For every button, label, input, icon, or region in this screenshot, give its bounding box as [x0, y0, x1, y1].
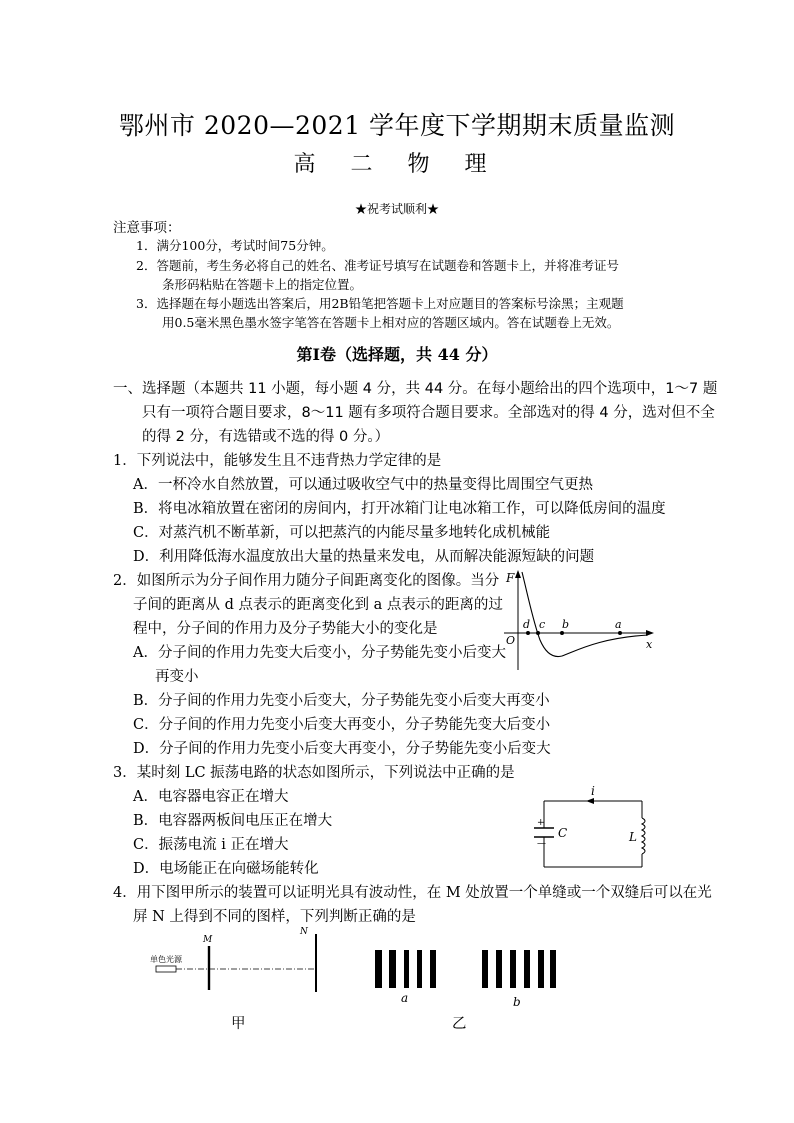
q2-option-a-cont: 再变小: [155, 669, 199, 685]
q1-option-d: D．利用降低海水温度放出大量的热量来发电，从而解决能源短缺的问题: [133, 549, 595, 565]
q1-option-a: A．一杯冷水自然放置，可以通过吸收空气中的热量变得比周围空气更热: [133, 477, 593, 493]
capacitor-plus-sign: +: [537, 818, 545, 828]
notice-item-3-cont: 用0.5毫米黑色墨水签字笔答在答题卡上相对应的答题区域内。答在试题卷上无效。: [162, 315, 620, 330]
graph-origin-label: O: [506, 634, 516, 647]
point-c-label: c: [539, 618, 546, 631]
notice-item-2: 2．答题前，考生务必将自己的姓名、准考证号填写在试题卷和答题卡上，并将准考证号: [136, 258, 619, 273]
capacitor-label: C: [558, 826, 568, 840]
graph-y-label: F: [506, 571, 515, 585]
m-label: M: [203, 935, 213, 945]
pattern-a: [375, 950, 436, 988]
figure-yi-patterns: [370, 946, 560, 1008]
q2-stem-1: 2．如图所示为分子间作用力随分子间距离变化的图像。当分: [113, 573, 500, 589]
notice-item-1: 1．满分100分，考试时间75分钟。: [136, 238, 334, 253]
point-a-marker: [618, 631, 622, 635]
inductor-coil: [642, 818, 645, 854]
q2-option-b: B．分子间的作用力先变小后变大，分子势能先变小后变大再变小: [133, 693, 550, 709]
point-b-label: b: [562, 618, 570, 631]
pattern-b-label: b: [513, 995, 521, 1008]
q4-stem-2: 屏 N 上得到不同的图样，下列判断正确的是: [133, 909, 416, 925]
section-heading: 第Ⅰ卷（选择题，共 44 分）: [296, 345, 498, 364]
q4-stem-1: 4．用下图甲所示的装置可以证明光具有波动性，在 M 处放置一个单缝或一个双缝后可以在光: [113, 885, 712, 901]
q1-stem: 1．下列说法中，能够发生且不违背热力学定律的是: [113, 453, 442, 469]
section-intro-3: 的得 2 分，有选错或不选的得 0 分。）: [142, 429, 390, 445]
point-d-label: d: [523, 618, 531, 631]
q2-option-c: C．分子间的作用力先变小后变大再变小，分子势能先变大后变小: [133, 717, 551, 733]
notice-item-2-cont: 条形码粘贴在答题卡上的指定位置。: [162, 277, 363, 292]
q3-option-b: B．电容器两板间电压正在增大: [133, 813, 333, 829]
q3-option-d: D．电场能正在向磁场能转化: [133, 861, 319, 877]
capacitor-minus-sign: —: [537, 839, 546, 849]
light-source-label: 单色光源: [150, 955, 182, 964]
force-distance-graph: [500, 566, 660, 674]
pattern-b: [482, 950, 556, 988]
good-luck-line: ★祝考试顺利★: [354, 202, 439, 216]
q3-option-c: C．振荡电流 i 正在增大: [133, 837, 289, 853]
section-intro-1: 一、选择题（本题共 11 小题，每小题 4 分，共 44 分。在每小题给出的四个选项中，1～7 题: [113, 381, 718, 397]
graph-y-arrow: [515, 570, 521, 578]
current-arrow: [586, 798, 594, 804]
paper-title: 鄂州市 2020—2021 学年度下学期期末质量监测: [118, 111, 676, 140]
figure-jia-setup: [140, 924, 330, 994]
q2-option-a: A．分子间的作用力先变大后变小，分子势能先变小后变大: [133, 645, 506, 661]
q2-stem-2: 子间的距离从 d 点表示的距离变化到 a 点表示的距离的过: [133, 597, 503, 613]
q1-option-b: B．将电冰箱放置在密闭的房间内，打开冰箱门让电冰箱工作，可以降低房间的温度: [133, 501, 666, 517]
inductor-label: L: [629, 830, 637, 844]
point-d-marker: [526, 631, 530, 635]
q2-stem-3: 程中，分子间的作用力及分子势能大小的变化是: [133, 621, 438, 637]
point-c-marker: [536, 631, 540, 635]
paper-subtitle: 高 二 物 理: [293, 152, 501, 177]
light-source-box: [156, 966, 176, 972]
force-curve: [522, 572, 648, 656]
notice-item-3: 3．选择题在每小题选出答案后，用2B铅笔把答题卡上对应题目的答案标号涂黑；主观题: [136, 296, 624, 311]
q3-option-a: A．电容器电容正在增大: [133, 789, 289, 805]
q2-option-d: D．分子间的作用力先变小后变大再变小，分子势能先变小后变大: [133, 741, 551, 757]
current-label: i: [591, 784, 595, 798]
graph-x-label: x: [646, 638, 653, 651]
lc-circuit-diagram: [528, 784, 658, 872]
point-b-marker: [560, 631, 564, 635]
q3-stem: 3．某时刻 LC 振荡电路的状态如图所示，下列说法中正确的是: [113, 765, 515, 781]
pattern-a-label: a: [401, 991, 409, 1005]
notice-heading: 注意事项：: [113, 220, 181, 236]
n-label: N: [300, 927, 308, 937]
figure-yi-caption: 乙: [452, 1016, 467, 1032]
section-intro-2: 只有一项符合题目要求，8～11 题有多项符合题目要求。全部选对的得 4 分，选对但不全: [142, 405, 715, 421]
point-a-label: a: [615, 618, 622, 631]
figure-jia-caption: 甲: [231, 1016, 246, 1032]
q1-option-c: C．对蒸汽机不断革新，可以把蒸汽的内能尽量多地转化成机械能: [133, 525, 551, 541]
